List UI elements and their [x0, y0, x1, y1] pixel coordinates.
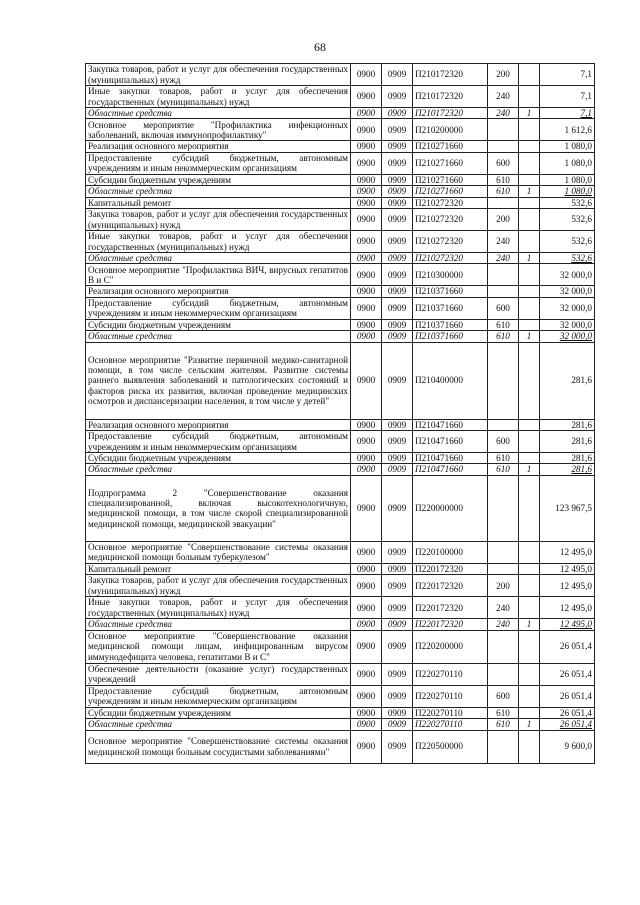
ministry-code-cell: 0900 [351, 431, 382, 453]
funding-source-cell [519, 86, 540, 108]
funding-source-cell [519, 419, 540, 430]
row-name-cell: Иные закупки товаров, работ и услуг для обеспечения государственных (муниципальных) нужд [86, 86, 351, 108]
table-row [86, 119, 595, 141]
section-code-cell: 0909 [382, 719, 413, 730]
row-name-cell: Реализация основного мероприятия [86, 419, 351, 430]
ministry-code-cell: 0900 [351, 342, 382, 419]
section-code-cell: 0909 [382, 597, 413, 619]
row-name-cell: Областные средства [86, 464, 351, 475]
ministry-code-cell: 0900 [351, 64, 382, 86]
table-row [86, 630, 595, 663]
funding-source-cell [519, 286, 540, 297]
ministry-code-cell: 0900 [351, 597, 382, 619]
section-code-cell: 0909 [382, 464, 413, 475]
ministry-code-cell: 0900 [351, 541, 382, 563]
page-number: 68 [314, 40, 326, 54]
table-row-regional-funds [86, 464, 595, 475]
section-code-cell: 0909 [382, 685, 413, 707]
row-name-cell: Областные средства [86, 719, 351, 730]
target-code-cell: П210371660 [413, 319, 488, 330]
ministry-code-cell: 0900 [351, 319, 382, 330]
target-code-cell: П210300000 [413, 264, 488, 286]
section-code-cell: 0909 [382, 475, 413, 541]
table-row-regional-funds [86, 619, 595, 630]
expense-type-cell [488, 342, 519, 419]
target-code-cell: П210471660 [413, 431, 488, 453]
target-code-cell: П220270110 [413, 719, 488, 730]
amount-cell: 7,1 [540, 108, 595, 119]
section-code-cell: 0909 [382, 630, 413, 663]
amount-cell: 12 495,0 [540, 575, 595, 597]
section-code-cell: 0909 [382, 319, 413, 330]
expense-type-cell: 610 [488, 331, 519, 342]
ministry-code-cell: 0900 [351, 663, 382, 685]
target-code-cell: П210271660 [413, 186, 488, 197]
funding-source-cell [519, 663, 540, 685]
funding-source-cell [519, 563, 540, 574]
target-code-cell: П220270110 [413, 663, 488, 685]
funding-source-cell [519, 264, 540, 286]
table-row [86, 342, 595, 419]
expense-type-cell [488, 475, 519, 541]
amount-cell: 532,6 [540, 209, 595, 231]
target-code-cell: П220172320 [413, 619, 488, 630]
expense-type-cell: 610 [488, 186, 519, 197]
funding-source-cell: 1 [519, 464, 540, 475]
row-name-cell: Областные средства [86, 108, 351, 119]
amount-cell: 7,1 [540, 86, 595, 108]
section-code-cell: 0909 [382, 297, 413, 319]
funding-source-cell [519, 297, 540, 319]
ministry-code-cell: 0900 [351, 453, 382, 464]
ministry-code-cell: 0900 [351, 141, 382, 152]
ministry-code-cell: 0900 [351, 331, 382, 342]
expense-type-cell: 610 [488, 719, 519, 730]
ministry-code-cell: 0900 [351, 464, 382, 475]
expense-type-cell [488, 419, 519, 430]
table-row [86, 730, 595, 763]
ministry-code-cell: 0900 [351, 286, 382, 297]
row-name-cell: Субсидии бюджетным учреждениям [86, 319, 351, 330]
amount-cell: 532,6 [540, 197, 595, 208]
table-row [86, 264, 595, 286]
row-name-cell: Субсидии бюджетным учреждениям [86, 174, 351, 185]
ministry-code-cell: 0900 [351, 630, 382, 663]
row-name-cell: Иные закупки товаров, работ и услуг для обеспечения государственных (муниципальных) нужд [86, 231, 351, 253]
expense-type-cell: 600 [488, 431, 519, 453]
expense-type-cell [488, 119, 519, 141]
target-code-cell: П210172320 [413, 64, 488, 86]
expense-type-cell: 240 [488, 86, 519, 108]
expense-type-cell [488, 730, 519, 763]
amount-cell: 281,6 [540, 464, 595, 475]
expense-type-cell: 240 [488, 108, 519, 119]
funding-source-cell [519, 685, 540, 707]
row-name-cell: Предоставление субсидий бюджетным, автономным учреждениям и иным некоммерческим организациям [86, 152, 351, 174]
funding-source-cell [519, 541, 540, 563]
target-code-cell: П210271660 [413, 174, 488, 185]
table-row-regional-funds [86, 719, 595, 730]
ministry-code-cell: 0900 [351, 730, 382, 763]
expense-type-cell: 610 [488, 453, 519, 464]
section-code-cell: 0909 [382, 253, 413, 264]
expense-type-cell [488, 663, 519, 685]
target-code-cell: П220200000 [413, 630, 488, 663]
section-code-cell: 0909 [382, 231, 413, 253]
amount-cell: 9 600,0 [540, 730, 595, 763]
section-code-cell: 0909 [382, 619, 413, 630]
row-name-cell: Закупка товаров, работ и услуг для обеспечения государственных (муниципальных) нужд [86, 209, 351, 231]
amount-cell: 26 051,4 [540, 707, 595, 718]
amount-cell: 26 051,4 [540, 719, 595, 730]
table-row-regional-funds [86, 331, 595, 342]
row-name-cell: Основное мероприятие "Совершенствование системы оказания медицинской помощи больным туберкулезом" [86, 541, 351, 563]
row-name-cell: Закупка товаров, работ и услуг для обеспечения государственных (муниципальных) нужд [86, 64, 351, 86]
expense-type-cell: 200 [488, 575, 519, 597]
table-row [86, 475, 595, 541]
section-code-cell: 0909 [382, 197, 413, 208]
section-code-cell: 0909 [382, 186, 413, 197]
table-row [86, 141, 595, 152]
section-code-cell: 0909 [382, 707, 413, 718]
funding-source-cell [519, 575, 540, 597]
amount-cell: 281,6 [540, 419, 595, 430]
row-name-cell: Областные средства [86, 186, 351, 197]
expense-type-cell [488, 141, 519, 152]
amount-cell: 1 080,0 [540, 186, 595, 197]
target-code-cell: П220100000 [413, 541, 488, 563]
amount-cell: 281,6 [540, 453, 595, 464]
amount-cell: 1 080,0 [540, 174, 595, 185]
target-code-cell: П210272320 [413, 197, 488, 208]
funding-source-cell: 1 [519, 253, 540, 264]
row-name-cell: Основное мероприятие "Профилактика ВИЧ, вирусных гепатитов В и С" [86, 264, 351, 286]
row-name-cell: Областные средства [86, 619, 351, 630]
expense-type-cell: 600 [488, 152, 519, 174]
table-row [86, 209, 595, 231]
expense-type-cell: 610 [488, 319, 519, 330]
funding-source-cell [519, 342, 540, 419]
row-name-cell: Обеспечение деятельности (оказание услуг) государственных учреждений [86, 663, 351, 685]
target-code-cell: П210471660 [413, 453, 488, 464]
ministry-code-cell: 0900 [351, 209, 382, 231]
ministry-code-cell: 0900 [351, 685, 382, 707]
target-code-cell: П220172320 [413, 597, 488, 619]
funding-source-cell [519, 197, 540, 208]
expense-type-cell: 240 [488, 619, 519, 630]
section-code-cell: 0909 [382, 730, 413, 763]
target-code-cell: П220000000 [413, 475, 488, 541]
row-name-cell: Субсидии бюджетным учреждениям [86, 453, 351, 464]
amount-cell: 1 080,0 [540, 152, 595, 174]
section-code-cell: 0909 [382, 264, 413, 286]
ministry-code-cell: 0900 [351, 419, 382, 430]
budget-table-body [86, 64, 595, 764]
expense-type-cell: 610 [488, 174, 519, 185]
funding-source-cell [519, 475, 540, 541]
ministry-code-cell: 0900 [351, 619, 382, 630]
budget-table [85, 63, 595, 764]
ministry-code-cell: 0900 [351, 231, 382, 253]
funding-source-cell [519, 231, 540, 253]
table-row [86, 575, 595, 597]
target-code-cell: П210172320 [413, 86, 488, 108]
funding-source-cell [519, 630, 540, 663]
target-code-cell: П210172320 [413, 108, 488, 119]
amount-cell: 32 000,0 [540, 319, 595, 330]
amount-cell: 26 051,4 [540, 663, 595, 685]
table-row [86, 663, 595, 685]
row-name-cell: Областные средства [86, 253, 351, 264]
amount-cell: 12 495,0 [540, 597, 595, 619]
funding-source-cell [519, 431, 540, 453]
ministry-code-cell: 0900 [351, 174, 382, 185]
funding-source-cell [519, 597, 540, 619]
section-code-cell: 0909 [382, 286, 413, 297]
ministry-code-cell: 0900 [351, 108, 382, 119]
section-code-cell: 0909 [382, 342, 413, 419]
section-code-cell: 0909 [382, 174, 413, 185]
funding-source-cell [519, 707, 540, 718]
row-name-cell: Основное мероприятие "Развитие первичной медико-санитарной помощи, в том числе сельским жителям. Развитие системы раннего выявления заболеваний и патологических состояний и факторов риска их развития, включая проведение медицинских осмотров и диспансеризации населения, в том числе у детей" [86, 342, 351, 419]
row-name-cell: Предоставление субсидий бюджетным, автономным учреждениям и иным некоммерческим организациям [86, 297, 351, 319]
amount-cell: 281,6 [540, 431, 595, 453]
section-code-cell: 0909 [382, 86, 413, 108]
ministry-code-cell: 0900 [351, 86, 382, 108]
ministry-code-cell: 0900 [351, 119, 382, 141]
funding-source-cell [519, 319, 540, 330]
target-code-cell: П210371660 [413, 331, 488, 342]
amount-cell: 12 495,0 [540, 563, 595, 574]
row-name-cell: Капитальный ремонт [86, 197, 351, 208]
expense-type-cell [488, 197, 519, 208]
amount-cell: 32 000,0 [540, 297, 595, 319]
target-code-cell: П210271660 [413, 141, 488, 152]
ministry-code-cell: 0900 [351, 152, 382, 174]
amount-cell: 32 000,0 [540, 264, 595, 286]
funding-source-cell [519, 152, 540, 174]
amount-cell: 12 495,0 [540, 541, 595, 563]
section-code-cell: 0909 [382, 209, 413, 231]
amount-cell: 12 495,0 [540, 619, 595, 630]
funding-source-cell: 1 [519, 331, 540, 342]
ministry-code-cell: 0900 [351, 707, 382, 718]
target-code-cell: П220172320 [413, 575, 488, 597]
section-code-cell: 0909 [382, 575, 413, 597]
expense-type-cell: 240 [488, 597, 519, 619]
section-code-cell: 0909 [382, 141, 413, 152]
row-name-cell: Капитальный ремонт [86, 563, 351, 574]
expense-type-cell: 200 [488, 209, 519, 231]
ministry-code-cell: 0900 [351, 719, 382, 730]
row-name-cell: Реализация основного мероприятия [86, 286, 351, 297]
row-name-cell: Предоставление субсидий бюджетным, автономным учреждениям и иным некоммерческим организациям [86, 685, 351, 707]
table-row [86, 286, 595, 297]
target-code-cell: П210272320 [413, 231, 488, 253]
table-row [86, 297, 595, 319]
table-row [86, 174, 595, 185]
funding-source-cell: 1 [519, 719, 540, 730]
table-row [86, 419, 595, 430]
section-code-cell: 0909 [382, 431, 413, 453]
table-row [86, 231, 595, 253]
row-name-cell: Основное мероприятие "Профилактика инфекционных заболеваний, включая иммунопрофилактику" [86, 119, 351, 141]
row-name-cell: Предоставление субсидий бюджетным, автономным учреждениям и иным некоммерческим организациям [86, 431, 351, 453]
ministry-code-cell: 0900 [351, 186, 382, 197]
table-row [86, 64, 595, 86]
expense-type-cell: 240 [488, 231, 519, 253]
funding-source-cell: 1 [519, 619, 540, 630]
amount-cell: 281,6 [540, 342, 595, 419]
table-row [86, 541, 595, 563]
target-code-cell: П210471660 [413, 419, 488, 430]
table-row-regional-funds [86, 253, 595, 264]
section-code-cell: 0909 [382, 453, 413, 464]
expense-type-cell: 610 [488, 464, 519, 475]
ministry-code-cell: 0900 [351, 253, 382, 264]
target-code-cell: П210471660 [413, 464, 488, 475]
section-code-cell: 0909 [382, 563, 413, 574]
expense-type-cell: 600 [488, 685, 519, 707]
target-code-cell: П210271660 [413, 152, 488, 174]
section-code-cell: 0909 [382, 152, 413, 174]
table-row [86, 197, 595, 208]
target-code-cell: П220270110 [413, 707, 488, 718]
amount-cell: 532,6 [540, 253, 595, 264]
row-name-cell: Основное мероприятие "Совершенствование оказания медицинской помощи лицам, инфицированным вирусом иммунодефицита человека, гепатитами В и С" [86, 630, 351, 663]
table-row-regional-funds [86, 108, 595, 119]
expense-type-cell: 200 [488, 64, 519, 86]
table-row [86, 707, 595, 718]
table-row [86, 319, 595, 330]
funding-source-cell [519, 64, 540, 86]
row-name-cell: Закупка товаров, работ и услуг для обеспечения государственных (муниципальных) нужд [86, 575, 351, 597]
amount-cell: 532,6 [540, 231, 595, 253]
ministry-code-cell: 0900 [351, 475, 382, 541]
amount-cell: 26 051,4 [540, 685, 595, 707]
table-row [86, 597, 595, 619]
expense-type-cell [488, 563, 519, 574]
amount-cell: 123 967,5 [540, 475, 595, 541]
expense-type-cell [488, 286, 519, 297]
amount-cell: 32 000,0 [540, 286, 595, 297]
target-code-cell: П210371660 [413, 297, 488, 319]
expense-type-cell [488, 264, 519, 286]
table-row [86, 152, 595, 174]
expense-type-cell [488, 541, 519, 563]
funding-source-cell [519, 174, 540, 185]
target-code-cell: П210371660 [413, 286, 488, 297]
amount-cell: 32 000,0 [540, 331, 595, 342]
table-row-regional-funds [86, 186, 595, 197]
section-code-cell: 0909 [382, 119, 413, 141]
section-code-cell: 0909 [382, 663, 413, 685]
row-name-cell: Основное мероприятие "Совершенствование системы оказания медицинской помощи больным сосудистыми заболеваниями" [86, 730, 351, 763]
section-code-cell: 0909 [382, 541, 413, 563]
section-code-cell: 0909 [382, 64, 413, 86]
ministry-code-cell: 0900 [351, 197, 382, 208]
table-row [86, 685, 595, 707]
row-name-cell: Областные средства [86, 331, 351, 342]
funding-source-cell: 1 [519, 186, 540, 197]
section-code-cell: 0909 [382, 108, 413, 119]
expense-type-cell: 610 [488, 707, 519, 718]
target-code-cell: П220270110 [413, 685, 488, 707]
funding-source-cell [519, 141, 540, 152]
expense-type-cell: 600 [488, 297, 519, 319]
amount-cell: 1 612,6 [540, 119, 595, 141]
section-code-cell: 0909 [382, 331, 413, 342]
ministry-code-cell: 0900 [351, 575, 382, 597]
ministry-code-cell: 0900 [351, 297, 382, 319]
expense-type-cell: 240 [488, 253, 519, 264]
target-code-cell: П210400000 [413, 342, 488, 419]
amount-cell: 26 051,4 [540, 630, 595, 663]
ministry-code-cell: 0900 [351, 264, 382, 286]
target-code-cell: П210200000 [413, 119, 488, 141]
row-name-cell: Субсидии бюджетным учреждениям [86, 707, 351, 718]
row-name-cell: Иные закупки товаров, работ и услуг для обеспечения государственных (муниципальных) нужд [86, 597, 351, 619]
row-name-cell: Подпрограмма 2 "Совершенствование оказания специализированной, включая высокотехнологичную, медицинской помощи, в том числе скорой специализированной медицинской помощи, медицинской эвакуации" [86, 475, 351, 541]
ministry-code-cell: 0900 [351, 563, 382, 574]
funding-source-cell [519, 209, 540, 231]
target-code-cell: П220500000 [413, 730, 488, 763]
table-row [86, 453, 595, 464]
expense-type-cell [488, 630, 519, 663]
table-row [86, 431, 595, 453]
funding-source-cell [519, 730, 540, 763]
funding-source-cell: 1 [519, 108, 540, 119]
target-code-cell: П210272320 [413, 253, 488, 264]
target-code-cell: П210272320 [413, 209, 488, 231]
amount-cell: 7,1 [540, 64, 595, 86]
table-row [86, 86, 595, 108]
table-row [86, 563, 595, 574]
target-code-cell: П220172320 [413, 563, 488, 574]
funding-source-cell [519, 453, 540, 464]
section-code-cell: 0909 [382, 419, 413, 430]
row-name-cell: Реализация основного мероприятия [86, 141, 351, 152]
funding-source-cell [519, 119, 540, 141]
amount-cell: 1 080,0 [540, 141, 595, 152]
